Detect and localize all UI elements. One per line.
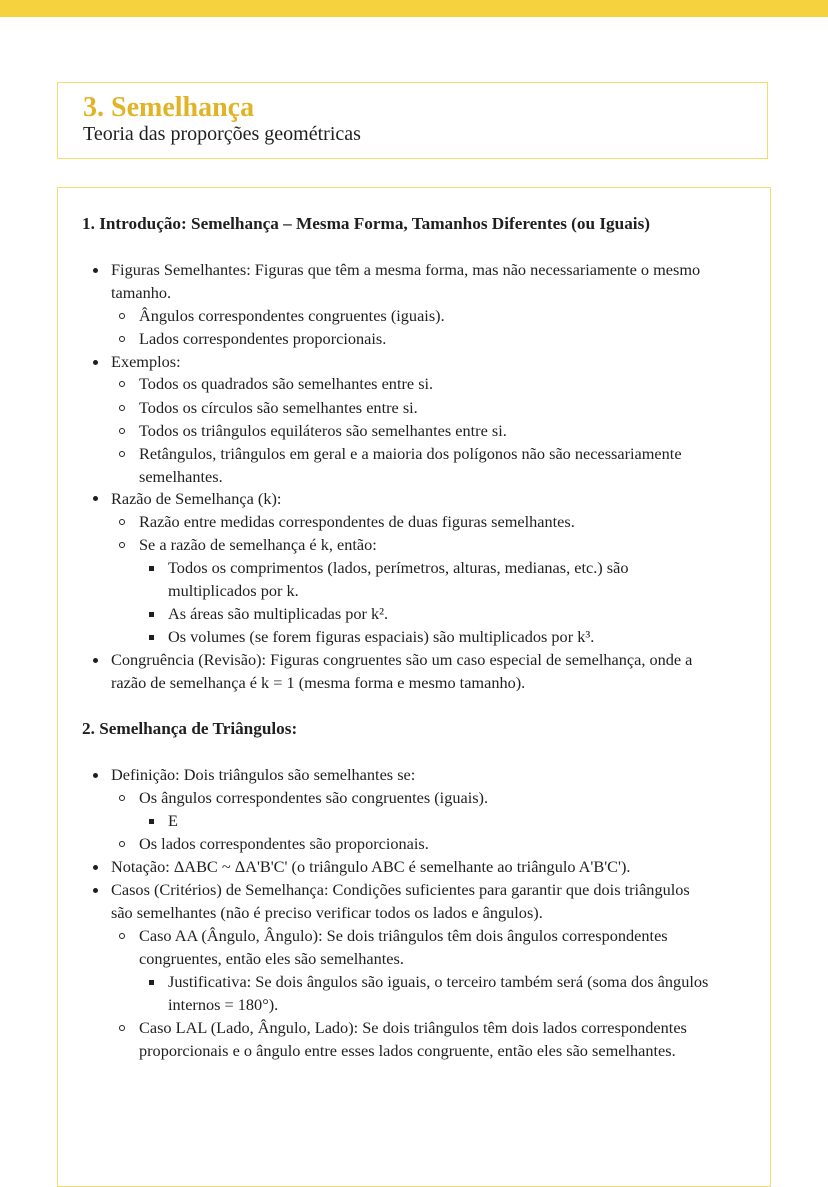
chapter-title: 3. Semelhança: [83, 92, 255, 123]
bullet-circle: [119, 933, 125, 939]
bullet-disc: [93, 268, 98, 273]
list-item-razao-def: Razão entre medidas correspondentes de duas figuras semelhantes.: [139, 512, 575, 531]
bullet-circle: [119, 381, 125, 387]
list-item-comprimentos-cont: multiplicados por k.: [168, 581, 299, 600]
list-item-se-razao: Se a razão de semelhança é k, então:: [139, 535, 377, 554]
bullet-circle: [119, 428, 125, 434]
list-item-figuras-cont: tamanho.: [111, 283, 172, 302]
list-item-areas: As áreas são multiplicadas por k².: [168, 604, 389, 623]
bullet-circle: [119, 336, 125, 342]
list-item-lados-proporcionais: Os lados correspondentes são proporcionais.: [139, 834, 429, 853]
bullet-square: [149, 566, 154, 571]
list-item-comprimentos: Todos os comprimentos (lados, perímetros, alturas, medianas, etc.) são: [168, 558, 629, 577]
bullet-disc: [93, 496, 98, 501]
bullet-square: [149, 612, 154, 617]
list-item-razao: Razão de Semelhança (k):: [111, 489, 282, 508]
bullet-square: [149, 819, 154, 824]
bullet-square: [149, 635, 154, 640]
list-item-congruencia-cont: razão de semelhança é k = 1 (mesma forma e mesmo tamanho).: [111, 673, 526, 692]
bullet-square: [149, 980, 154, 985]
bullet-disc: [93, 865, 98, 870]
top-accent-bar: [0, 0, 828, 17]
list-item-justificativa: Justificativa: Se dois ângulos são iguais, o terceiro também será (soma dos ângulos: [168, 972, 709, 991]
list-item-figuras: Figuras Semelhantes: Figuras que têm a mesma forma, mas não necessariamente o mesmo: [111, 260, 701, 279]
chapter-header: [57, 82, 768, 159]
list-item-retangulos-cont: semelhantes.: [139, 467, 223, 486]
bullet-disc: [93, 658, 98, 663]
list-item-notacao: Notação: ΔABC ~ ΔA'B'C' (o triângulo ABC é semelhante ao triângulo A'B'C').: [111, 857, 631, 876]
bullet-circle: [119, 519, 125, 525]
bullet-disc: [93, 360, 98, 365]
chapter-subtitle: Teoria das proporções geométricas: [83, 123, 361, 145]
list-item-angulos: Ângulos correspondentes congruentes (iguais).: [139, 306, 445, 325]
bullet-circle: [119, 841, 125, 847]
list-item-caso-aa: Caso AA (Ângulo, Ângulo): Se dois triângulos têm dois ângulos correspondentes: [139, 926, 668, 945]
section-heading-triangulos: 2. Semelhança de Triângulos:: [82, 719, 298, 738]
bullet-circle: [119, 542, 125, 548]
bullet-circle: [119, 795, 125, 801]
list-item-caso-lal: Caso LAL (Lado, Ângulo, Lado): Se dois triângulos têm dois lados correspondentes: [139, 1018, 687, 1037]
list-item-definicao: Definição: Dois triângulos são semelhantes se:: [111, 765, 416, 784]
list-item-caso-lal-cont: proporcionais e o ângulo entre esses lados congruente, então eles são semelhantes.: [139, 1041, 676, 1060]
list-item-quadrados: Todos os quadrados são semelhantes entre si.: [139, 374, 434, 393]
bullet-disc: [93, 888, 98, 893]
bullet-circle: [119, 405, 125, 411]
list-item-angulos-congruentes: Os ângulos correspondentes são congruentes (iguais).: [139, 788, 489, 807]
list-item-exemplos: Exemplos:: [111, 352, 181, 371]
bullet-circle: [119, 1025, 125, 1031]
list-item-justificativa-cont: internos = 180°).: [168, 995, 279, 1014]
section-heading-introducao: 1. Introdução: Semelhança – Mesma Forma, Tamanhos Diferentes (ou Iguais): [82, 214, 650, 233]
list-item-volumes: Os volumes (se forem figuras espaciais) são multiplicados por k³.: [168, 627, 595, 646]
bullet-disc: [93, 773, 98, 778]
list-item-circulos: Todos os círculos são semelhantes entre si.: [139, 398, 418, 417]
bullet-circle: [119, 313, 125, 319]
list-item-caso-aa-cont: congruentes, então eles são semelhantes.: [139, 949, 404, 968]
list-item-casos: Casos (Critérios) de Semelhança: Condições suficientes para garantir que dois triângulos: [111, 880, 690, 899]
list-item-lados: Lados correspondentes proporcionais.: [139, 329, 387, 348]
list-item-retangulos: Retângulos, triângulos em geral e a maioria dos polígonos não são necessariamente: [139, 444, 682, 463]
list-item-congruencia: Congruência (Revisão): Figuras congruentes são um caso especial de semelhança, onde a: [111, 650, 693, 669]
list-item-e: E: [168, 811, 178, 830]
bullet-circle: [119, 451, 125, 457]
list-item-casos-cont: são semelhantes (não é preciso verificar todos os lados e ângulos).: [111, 903, 543, 922]
list-item-triangulos-equilateros: Todos os triângulos equiláteros são semelhantes entre si.: [139, 421, 507, 440]
